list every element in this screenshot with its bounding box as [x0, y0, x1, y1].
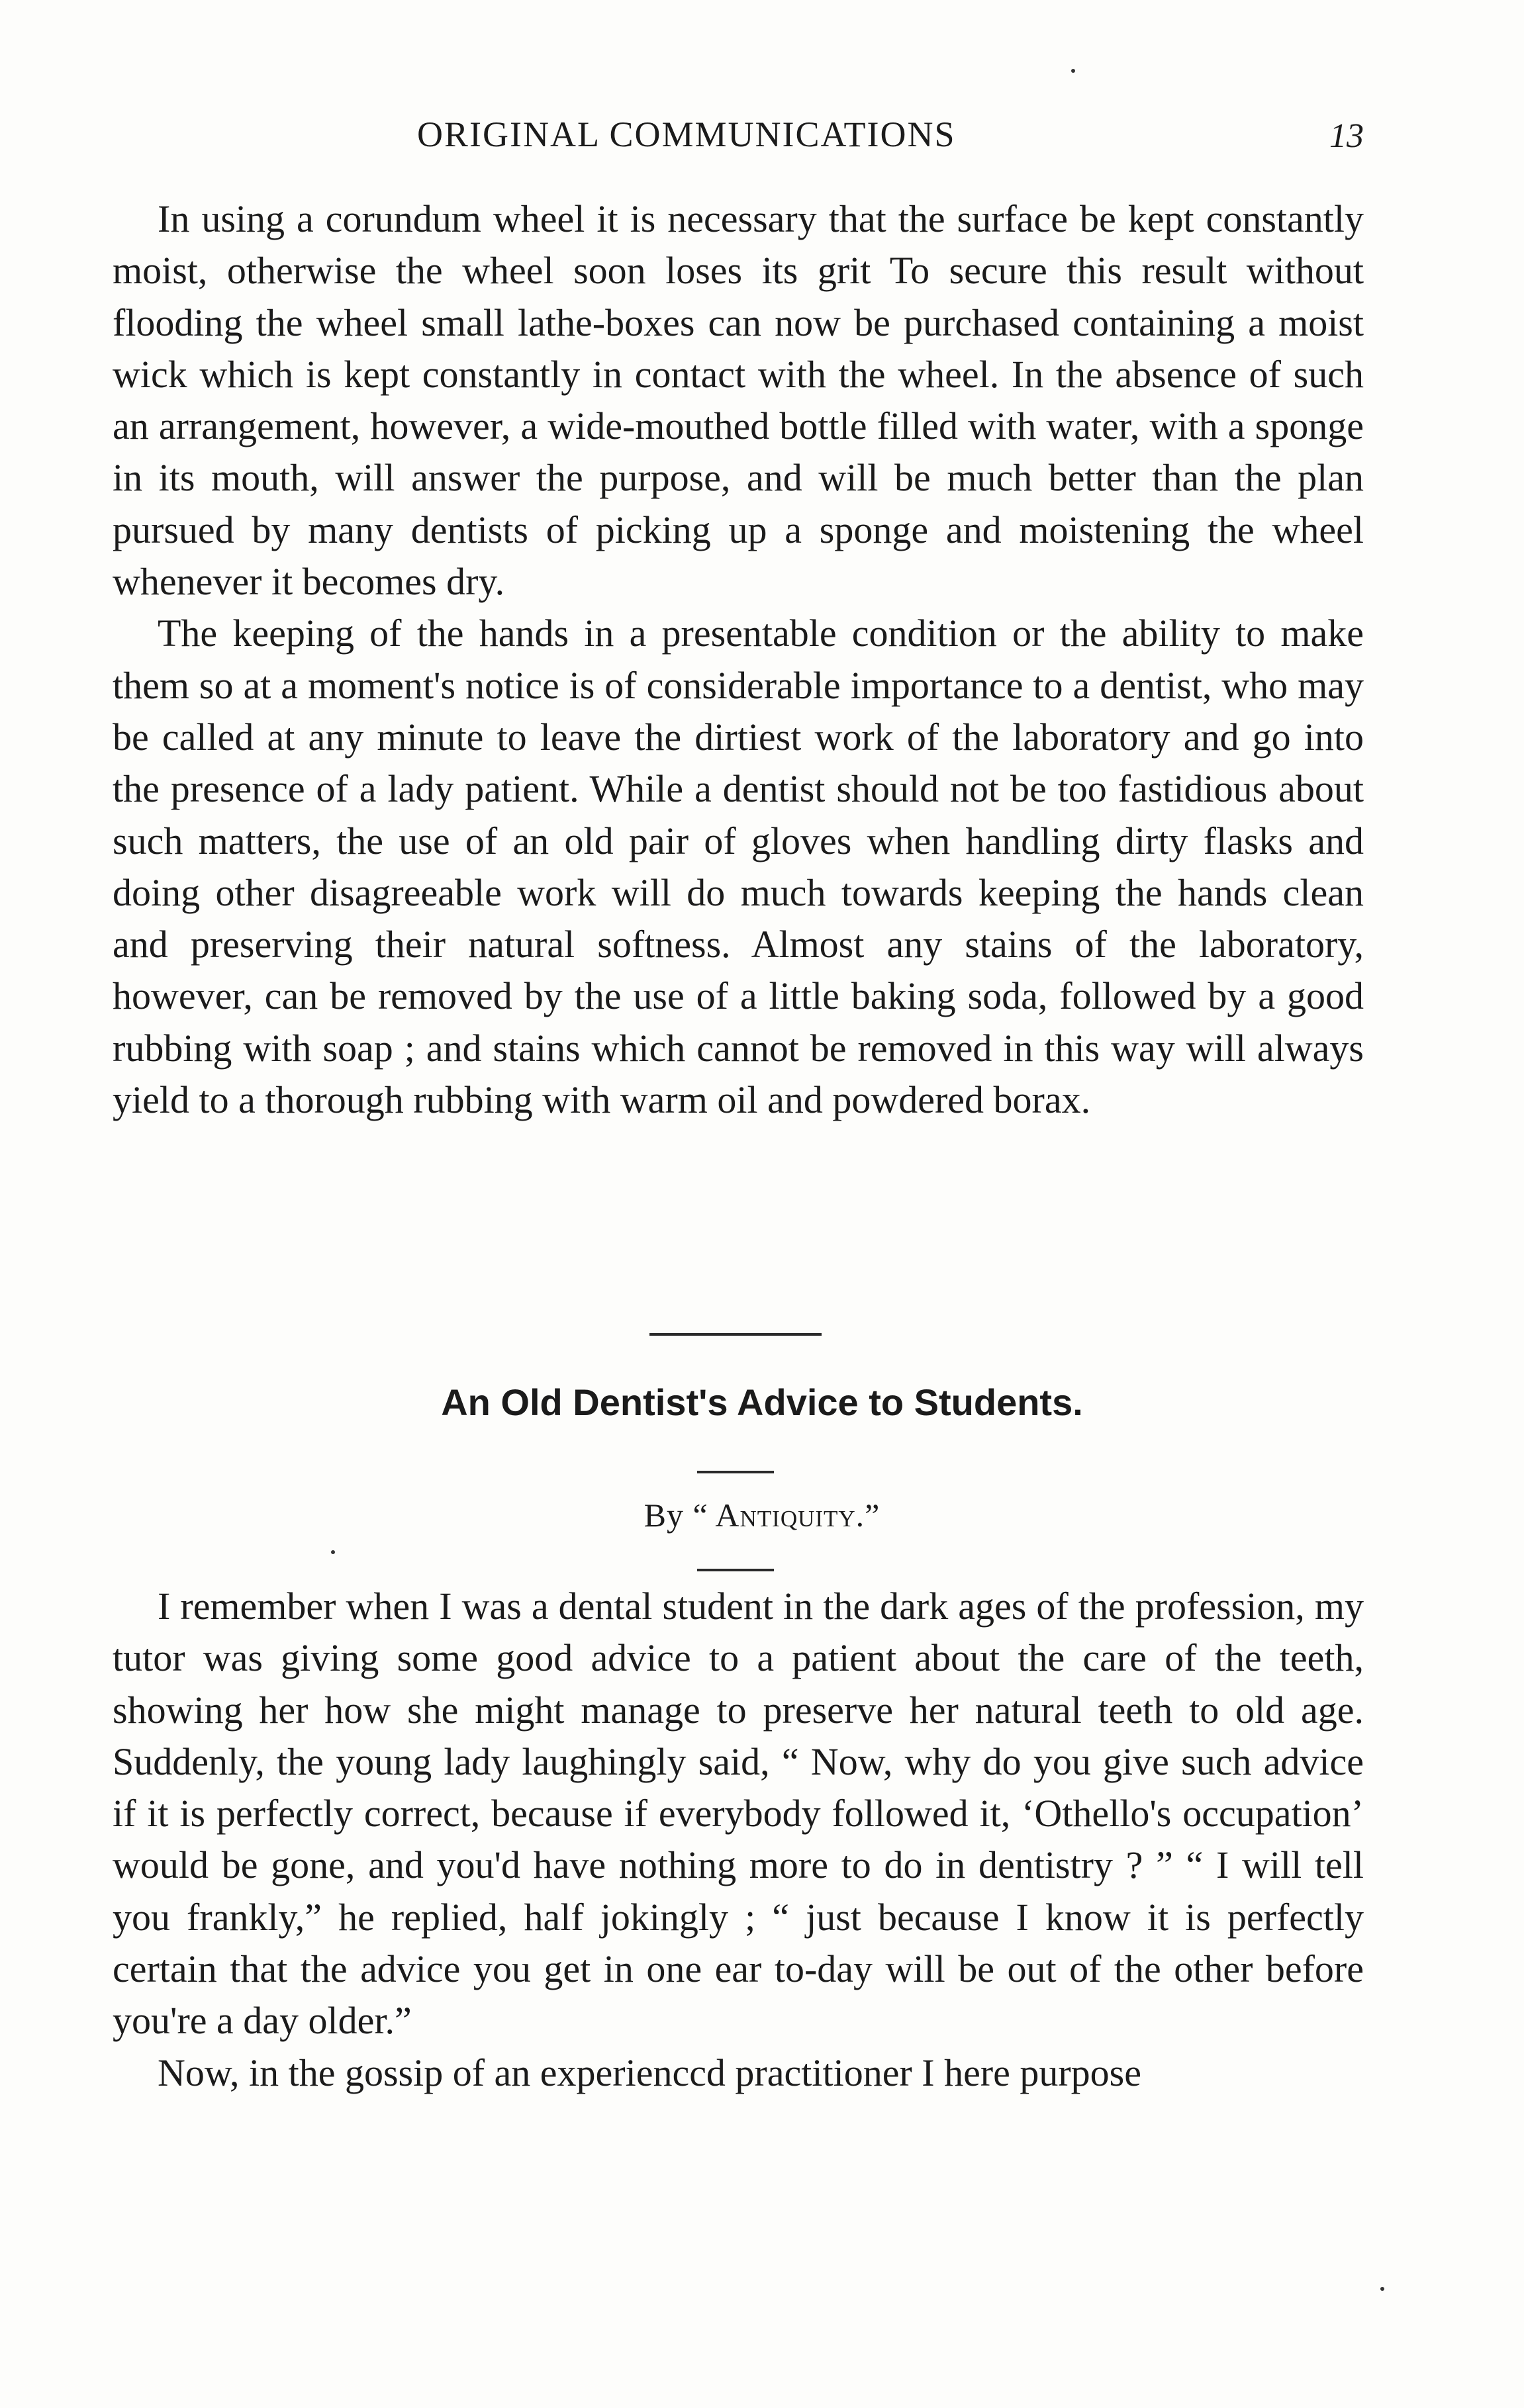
article-body	[113, 1581, 1364, 2099]
print-speck	[1071, 69, 1075, 73]
page-number: 13	[1329, 117, 1364, 155]
byline-prefix: By	[643, 1497, 684, 1534]
paragraph: The keeping of the hands in a presentable condition or the ability to make them so at a moment's notice is of considerable importance to a dentist, who may be called at any minute to leave the dirtiest work of the laboratory and go into the presence of a lady patient. While a dentist should not be too fastidious about such matters, the use of an old pair of gloves when handling dirty flasks and doing other disagreeable work will do much towards keeping the hands clean and preserving their natural softness. Almost any stains of the laboratory, however, can be removed by the use of a little baking soda, followed by a good rubbing with soap ; and stains which cannot be removed in this way will always yield to a thorough rubbing with warm oil and powdered borax.	[113, 612, 1364, 1122]
paragraph: Now, in the gossip of an experienccd practitioner I here purpose	[158, 2051, 1141, 2094]
paragraph: In using a corundum wheel it is necessary that the surface be kept constantly moist, otherwise the wheel soon loses its grit To secure this result without flooding the wheel small lathe-boxes can now be purchased containing a moist wick which is kept constantly in contact with the wheel. In the absence of such an arrangement, however, a wide-mouthed bottle filled with water, with a sponge in its mouth, will answer the purpose, and will be much better than the plan pursued by many dentists of picking up a sponge and moistening the wheel whenever it becomes dry.	[113, 197, 1364, 604]
article-title: An Old Dentist's Advice to Students.	[441, 1381, 1083, 1423]
section-divider	[649, 1333, 822, 1336]
byline	[0, 1496, 1524, 1534]
print-speck	[331, 1550, 335, 1554]
paragraph: I remember when I was a dental student in the dark ages of the profession, my tutor was giving some good advice to a patient about the care of the teeth, showing her how she might manage to preserve her natural teeth to old age. Suddenly, the young lady laughingly said, “ Now, why do you give such advice if it is perfectly correct, because if everybody followed it, ‘Othello's occupation’ would be gone, and you'd have nothing more to do in dentistry ? ” “ I will tell you frankly,” he replied, half jokingly ; “ just because I know it is perfectly certain that the advice you get in one ear to-day will be out of the other before you're a day older.”	[113, 1585, 1364, 2043]
running-head	[113, 114, 1364, 160]
byline-rule-top	[697, 1471, 774, 1473]
byline-author: “ Antiquity.”	[692, 1497, 881, 1534]
print-speck	[1380, 2287, 1384, 2291]
section-body	[113, 193, 1364, 1126]
byline-rule-bottom	[697, 1569, 774, 1571]
running-title: ORIGINAL COMMUNICATIONS	[417, 115, 956, 154]
